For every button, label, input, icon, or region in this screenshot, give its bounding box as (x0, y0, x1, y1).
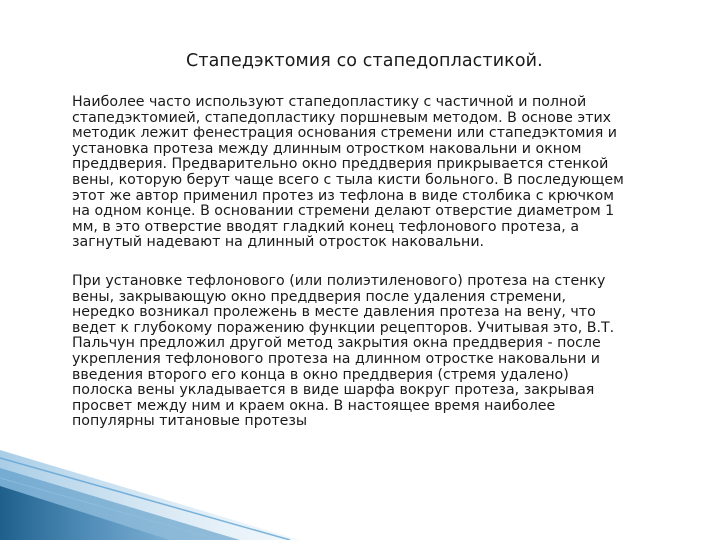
paragraph-2-line: Пальчун предложил другой метод закрытия окна преддверия - после (72, 335, 601, 352)
paragraph-2-line: нередко возникал пролежень в месте давления протеза на вену, что (72, 304, 596, 321)
paragraph-1-line: преддверия. Предварительно окно преддверия прикрывается стенкой (72, 156, 609, 173)
paragraph-1-line: на одном конце. В основании стремени делают отверстие диаметром 1 (72, 203, 615, 220)
paragraph-2-line: вены, закрывающую окно преддверия после удаления стремени, (72, 288, 567, 305)
paragraph-1-line: мм, в это отверстие вводят гладкий конец тефлонового протеза, а (72, 218, 580, 235)
paragraph-2-line: полоска вены укладывается в виде шарфа вокруг протеза, закрывая (72, 382, 595, 399)
paragraph-1-line: вены, которую берут чаще всего с тыла кисти больного. В последующем (72, 171, 624, 188)
paragraph-1-line: стапедэктомией, стапедопластику поршневым методом. В основе этих (72, 109, 612, 126)
paragraph-1-line: Наиболее часто используют стапедопластику с частичной и полной (72, 94, 587, 110)
paragraph-2-line: При установке тефлонового (или полиэтиленового) протеза на стенку (72, 273, 606, 289)
paragraph-1-line: этот же автор применил протез из тефлона в виде столбика с крючком (72, 187, 614, 204)
paragraph-1-line: методик лежит фенестрация основания стремени или стапедэктомия и (72, 125, 617, 142)
slide-title: Стапедэктомия со стапедопластикой. (186, 51, 543, 71)
paragraph-2-line: введения второго его конца в окно преддверия (стремя удалено) (72, 366, 569, 383)
paragraph-2 (72, 274, 692, 430)
paragraph-1-line: установка протеза между длинным отростком наковальни и окном (72, 140, 582, 157)
paragraph-2-line: ведет к глубокому поражению функции рецепторов. Учитывая это, В.Т. (72, 319, 615, 336)
paragraph-2-line: популярны титановые протезы (72, 413, 308, 430)
paragraph-2-line: просвет между ним и краем окна. В настоящее время наиболее (72, 397, 556, 414)
paragraph-1 (72, 95, 692, 251)
paragraph-1-line: загнутый надевают на длинный отросток наковальни. (72, 234, 485, 251)
paragraph-2-line: укрепления тефлонового протеза на длинном отростке наковальни и (72, 350, 600, 367)
decorative-wave-graphic (0, 450, 300, 540)
